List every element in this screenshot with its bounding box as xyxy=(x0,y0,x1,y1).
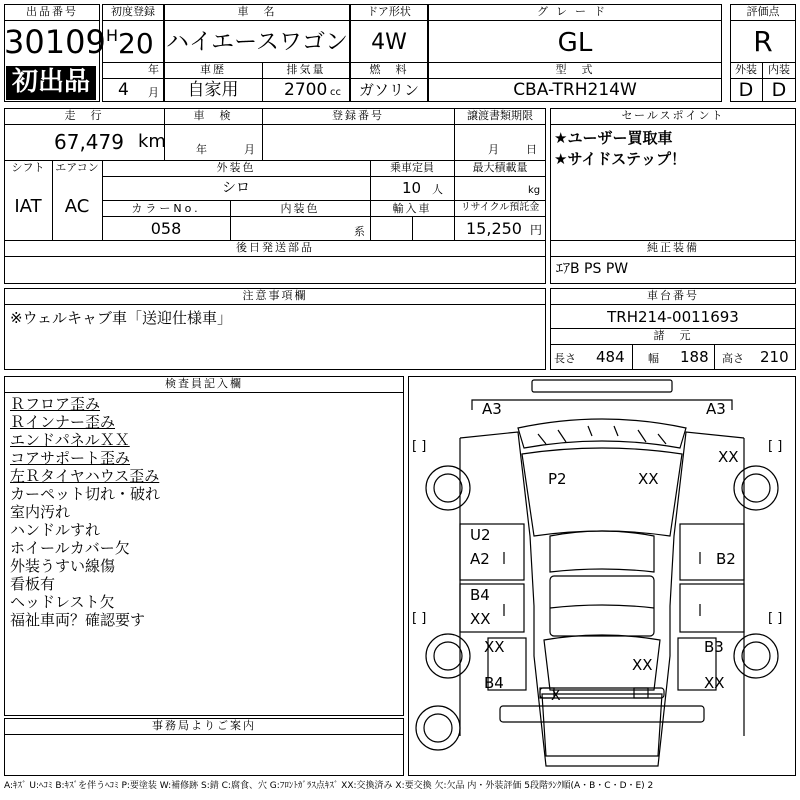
exterior-score: D xyxy=(738,79,754,101)
chassis-number: TRH214-0011693 xyxy=(607,308,739,326)
era: H xyxy=(106,26,119,45)
mark-a2: A2 xyxy=(470,550,490,568)
capacity-unit: 人 xyxy=(432,183,443,196)
dimensions-header: 諸 元 xyxy=(653,329,693,342)
overall-score: R xyxy=(753,25,773,58)
length: 484 xyxy=(596,348,625,366)
interior-header: 内装 xyxy=(768,63,790,76)
car-name-header: 車 名 xyxy=(237,5,277,18)
transfer-month-unit: 月 xyxy=(488,143,499,156)
lot-number: 30109 xyxy=(4,23,106,61)
grade: GL xyxy=(557,28,593,58)
mark-xx-hood: XX xyxy=(638,470,659,488)
mark-bracket-left-lower: [ ] xyxy=(412,611,427,626)
inspection-note: 看板有 xyxy=(10,575,56,593)
fuel: ガソリン xyxy=(358,81,419,99)
mark-u2: U2 xyxy=(470,526,491,544)
sales-point-item: ★サイドステップ！ xyxy=(554,150,686,168)
year-unit: 年 xyxy=(148,63,159,76)
mark-b3: B3 xyxy=(704,638,724,656)
grade-header: グレード xyxy=(537,5,613,18)
inspection-note: ハンドルすれ xyxy=(10,521,101,539)
model-header: 型 式 xyxy=(555,63,595,76)
mark-bracket-left: [ ] xyxy=(412,439,427,454)
sales-points-header: セールスポイント xyxy=(621,109,725,122)
inspection-note: コアサポート歪み xyxy=(10,449,131,467)
inspection-note: 外装うすい線傷 xyxy=(10,557,116,575)
fuel-header: 燃 料 xyxy=(369,63,409,76)
score-header: 評価点 xyxy=(746,5,780,18)
inspection-month-unit: 月 xyxy=(244,143,255,156)
mark-b4-lower: B4 xyxy=(484,674,504,692)
inspection-year-unit: 年 xyxy=(196,143,207,156)
shift-header: シフト xyxy=(11,161,45,174)
equipment: ｴｱB PS PW xyxy=(556,261,629,277)
mark-a3-left: A3 xyxy=(482,400,502,418)
inspection-header: 車 検 xyxy=(193,109,233,122)
mark-xx-rear-center: XX xyxy=(632,656,653,674)
vehicle-diagram xyxy=(408,376,796,776)
door-header: ドア形状 xyxy=(367,5,411,18)
mark-xx-front-right: XX xyxy=(718,448,739,466)
import-header: 輸入車 xyxy=(392,202,432,215)
model: CBA-TRH214W xyxy=(513,80,637,100)
inspection-note: 室内汚れ xyxy=(10,503,71,521)
capacity: 10 xyxy=(402,179,422,197)
height-label: 高さ xyxy=(722,352,744,365)
equipment-header: 純正装備 xyxy=(647,241,699,254)
inspection-note: ヘッドレスト欠 xyxy=(10,593,115,611)
mark-bracket-right: [ ] xyxy=(768,439,783,454)
ac-header: エアコン xyxy=(55,161,99,174)
inspector-notes-list xyxy=(10,395,400,629)
mark-xx-left-rear: XX xyxy=(484,638,505,656)
width: 188 xyxy=(680,348,709,366)
color-number: 058 xyxy=(150,219,182,238)
mark-xx-left-mid: XX xyxy=(470,610,491,628)
registration-year: 20 xyxy=(118,27,154,60)
displacement-header: 排気量 xyxy=(286,63,326,76)
color-number-header: カラーNo. xyxy=(131,202,201,215)
first-listing-label: 初出品 xyxy=(11,67,90,97)
history-header: 車歴 xyxy=(200,63,226,76)
width-label: 幅 xyxy=(648,352,659,365)
interior-score: D xyxy=(771,79,787,101)
height: 210 xyxy=(760,348,789,366)
length-label: 長さ xyxy=(554,352,576,365)
registration-number-header: 登録番号 xyxy=(332,109,384,122)
air-conditioner: AC xyxy=(64,196,90,217)
inspection-note: 左Ｒタイヤハウス歪み xyxy=(10,467,160,485)
later-parts-header: 後日発送部品 xyxy=(236,241,314,254)
month-unit: 月 xyxy=(148,86,159,99)
mark-p2: P2 xyxy=(548,470,567,488)
inspection-note: エンドパネルＸＸ xyxy=(10,431,130,449)
mark-bracket-right-lower: [ ] xyxy=(768,611,783,626)
inspection-note: 福祉車両？確認要す xyxy=(10,611,146,629)
lot-number-header: 出品番号 xyxy=(26,5,78,18)
mileage-header: 走 行 xyxy=(64,109,104,122)
first-registration-header: 初度登録 xyxy=(111,5,155,18)
interior-color-header: 内装色 xyxy=(280,202,320,215)
sales-point-item: ★ユーザー買取車 xyxy=(554,129,673,147)
mileage-unit: km xyxy=(138,131,166,152)
mark-xx-rear-right: XX xyxy=(704,674,725,692)
history: 自家用 xyxy=(187,80,239,100)
legend: A:ｷｽﾞ U:ﾍｺﾐ B:ｷｽﾞを伴うﾍｺﾐ P:要塗装 W:補修跡 S:錆 C:腐食、穴 G:ﾌﾛﾝﾄｶﾞﾗｽ点ｷｽﾞ XX:交換済み X:要交換 欠:欠品 内・外装評価 5段階ﾗﾝｸ順(A・B・C・D・E) 2 xyxy=(4,781,654,791)
inspection-note: Ｒインナー歪み xyxy=(10,413,116,431)
mark-b4-upper: B4 xyxy=(470,586,490,604)
exterior-header: 外装 xyxy=(735,63,757,76)
recycle-fee-unit: 円 xyxy=(530,223,543,237)
mileage: 67,479 xyxy=(54,130,124,154)
capacity-header: 乗車定員 xyxy=(390,161,434,174)
notes: ※ウェルキャブ車「送迎仕様車」 xyxy=(10,309,232,327)
displacement-unit: cc xyxy=(330,87,341,98)
max-load-unit: kg xyxy=(528,185,541,196)
exterior-color-header: 外装色 xyxy=(216,161,256,174)
exterior-color: シロ xyxy=(222,180,250,196)
transfer-day-unit: 日 xyxy=(526,143,537,156)
mark-b2: B2 xyxy=(716,550,736,568)
registration-month: 4 xyxy=(118,80,129,100)
shift: IAT xyxy=(14,196,42,217)
displacement: 2700 xyxy=(284,80,328,100)
mark-a3-right: A3 xyxy=(706,400,726,418)
chassis-header: 車台番号 xyxy=(647,289,699,302)
transfer-deadline-header: 譲渡書類期限 xyxy=(467,109,533,122)
max-load-header: 最大積載量 xyxy=(472,161,528,174)
car-name: ハイエースワゴン xyxy=(166,29,348,55)
interior-color-unit: 系 xyxy=(354,225,365,238)
inspection-note: Ｒフロア歪み xyxy=(10,395,101,413)
door-type: 4W xyxy=(371,30,407,55)
recycle-fee: 15,250 xyxy=(466,219,522,238)
inspector-notes-header: 検査員記入欄 xyxy=(165,377,243,390)
inspection-note: ホイールカバー欠 xyxy=(10,539,130,557)
mark-x-rear: X xyxy=(551,688,561,704)
inspection-note: カーペット切れ・破れ xyxy=(10,485,161,503)
recycle-fee-header: リサイクル預託金 xyxy=(460,202,540,213)
office-notice-header: 事務局よりご案内 xyxy=(152,719,256,732)
notes-header: 注意事項欄 xyxy=(242,289,308,302)
